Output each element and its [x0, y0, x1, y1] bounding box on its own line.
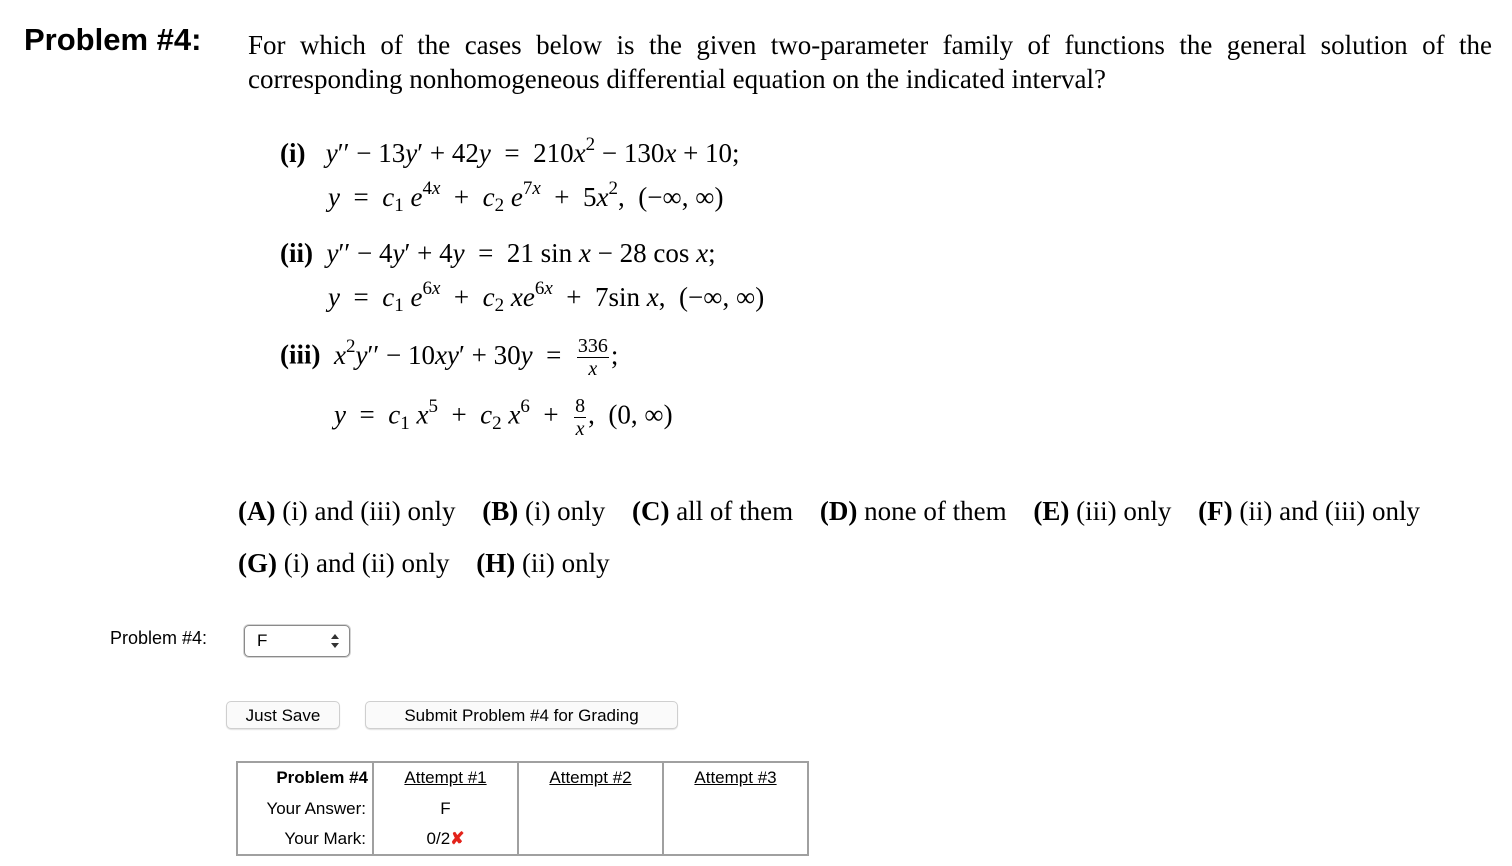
- updown-arrows-icon: [330, 632, 340, 650]
- attempt-3-mark: [663, 824, 808, 855]
- case-iii-ode: $x^2y'' - 10xy' + 30y$ = $\frac{336}{x}$ ;: [334, 335, 619, 380]
- case-iii-equation: [280, 336, 618, 379]
- your-mark-label: Your Mark:: [284, 829, 366, 848]
- choice-f: (F) (ii) and (iii) only: [1198, 496, 1421, 526]
- choice-h: (H) (ii) only: [476, 548, 610, 578]
- results-table: [236, 761, 809, 856]
- table-row: [237, 762, 808, 793]
- submit-grading-button[interactable]: Submit Problem #4 for Grading: [365, 701, 678, 729]
- choice-c: (C) all of them: [631, 496, 794, 526]
- choice-b: (B) (i) only: [482, 496, 606, 526]
- case-ii-ode: y′′ − 4y′ + 4y = 21 sin x − 28 cos x;: [326, 238, 716, 268]
- choice-g: (G) (i) and (ii) only: [238, 548, 450, 578]
- case-ii-equation: [280, 240, 716, 267]
- problem-heading: Problem #4:: [24, 22, 202, 57]
- attempt-2-link[interactable]: Attempt #2: [518, 762, 663, 793]
- choice-e: (E) (iii) only: [1033, 496, 1172, 526]
- case-i-label: (i): [280, 138, 306, 168]
- attempt-1-mark: 0/2✘: [373, 824, 518, 855]
- answer-label: Problem #4:: [110, 628, 208, 648]
- choice-a: (A) (i) and (iii) only: [238, 496, 456, 526]
- choices-row-2: [238, 548, 630, 579]
- answer-select-value: F: [257, 631, 268, 650]
- results-header: Problem #4: [276, 768, 368, 787]
- attempt-2-mark: [518, 824, 663, 855]
- choices-row-1: [238, 496, 1440, 527]
- x-mark-icon: ✘: [450, 829, 465, 848]
- table-row: [237, 793, 808, 824]
- attempt-1-answer: F: [373, 793, 518, 824]
- problem-statement: For which of the cases below is the given two-parameter family of functions the general solution of the corresponding nonhomogeneous differential equation on the indicated interval?: [248, 30, 1492, 94]
- case-i-equation: [280, 134, 740, 168]
- your-answer-label: Your Answer:: [266, 798, 366, 818]
- attempt-2-answer: [518, 793, 663, 824]
- case-ii-solution: $y = c_1$ $e^{6x} + c_2$ $xe^{6x} + 7\sin$ x, (−∞, ∞): [328, 278, 765, 316]
- case-ii-label: (ii): [280, 238, 313, 268]
- answer-select[interactable]: [244, 625, 350, 657]
- case-iii-solution: $y = c_1$ $x^5 + c_2$ $x^6$ + $\frac{8}{x}$ , (0, ∞): [334, 395, 673, 440]
- case-iii-label: (iii): [280, 339, 321, 370]
- case-i-ode: $y'' - 13y' + 42y = 210x^2 - 130x + 10$;: [325, 134, 740, 168]
- case-i-solution: $y = c_1$ $e^{4x} + c_2$ $e^{7x} + 5x^2$, (−∞, ∞): [328, 178, 724, 216]
- attempt-1-link[interactable]: Attempt #1: [373, 762, 518, 793]
- table-row: [237, 824, 808, 855]
- choice-d: (D) none of them: [819, 496, 1007, 526]
- just-save-button[interactable]: Just Save: [226, 701, 340, 729]
- attempt-3-link[interactable]: Attempt #3: [663, 762, 808, 793]
- attempt-3-answer: [663, 793, 808, 824]
